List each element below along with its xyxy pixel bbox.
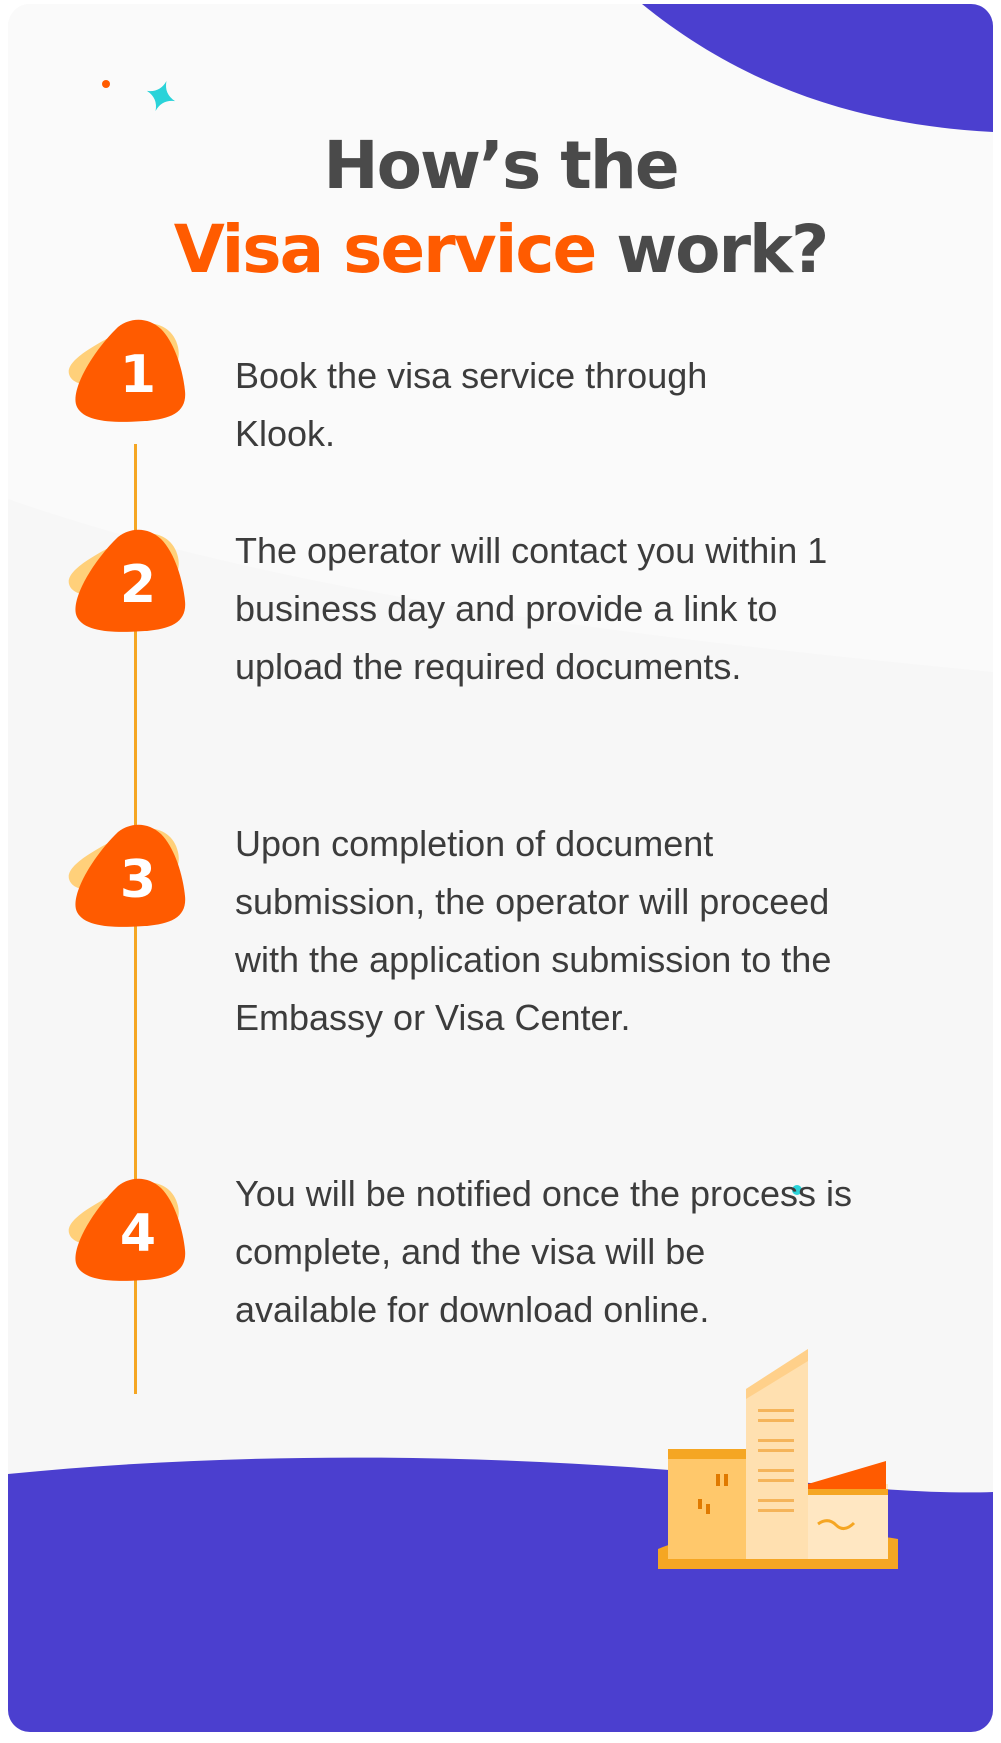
step-text-3: Upon completion of document submission, the operator will proceed with the application submission to the Embassy or Visa Center. [235, 823, 832, 1038]
step-badge-1 [63, 319, 198, 439]
title-accent: Visa service [173, 211, 596, 288]
step-text-2: The operator will contact you within 1 business day and provide a link to upload the required documents. [235, 530, 828, 687]
buildings-illustration [658, 1349, 898, 1569]
step-badge-3 [63, 824, 198, 944]
page-title [8, 124, 993, 292]
infographic-card [8, 4, 993, 1732]
step-number: 2 [119, 555, 157, 615]
step-badge-2 [63, 529, 198, 649]
title-rest: work? [595, 211, 828, 288]
step-number: 3 [119, 850, 157, 910]
title-line1: How’s the [323, 127, 678, 204]
step-number: 1 [119, 345, 157, 405]
step-text-1: Book the visa service through Klook. [235, 355, 708, 454]
step-text-4: You will be notified once the process is complete, and the visa will be available for download online. [235, 1173, 853, 1330]
step-badge-4 [63, 1178, 198, 1298]
dot-icon [102, 80, 110, 88]
sparkle-icon [146, 80, 176, 112]
step-number: 4 [119, 1204, 157, 1264]
